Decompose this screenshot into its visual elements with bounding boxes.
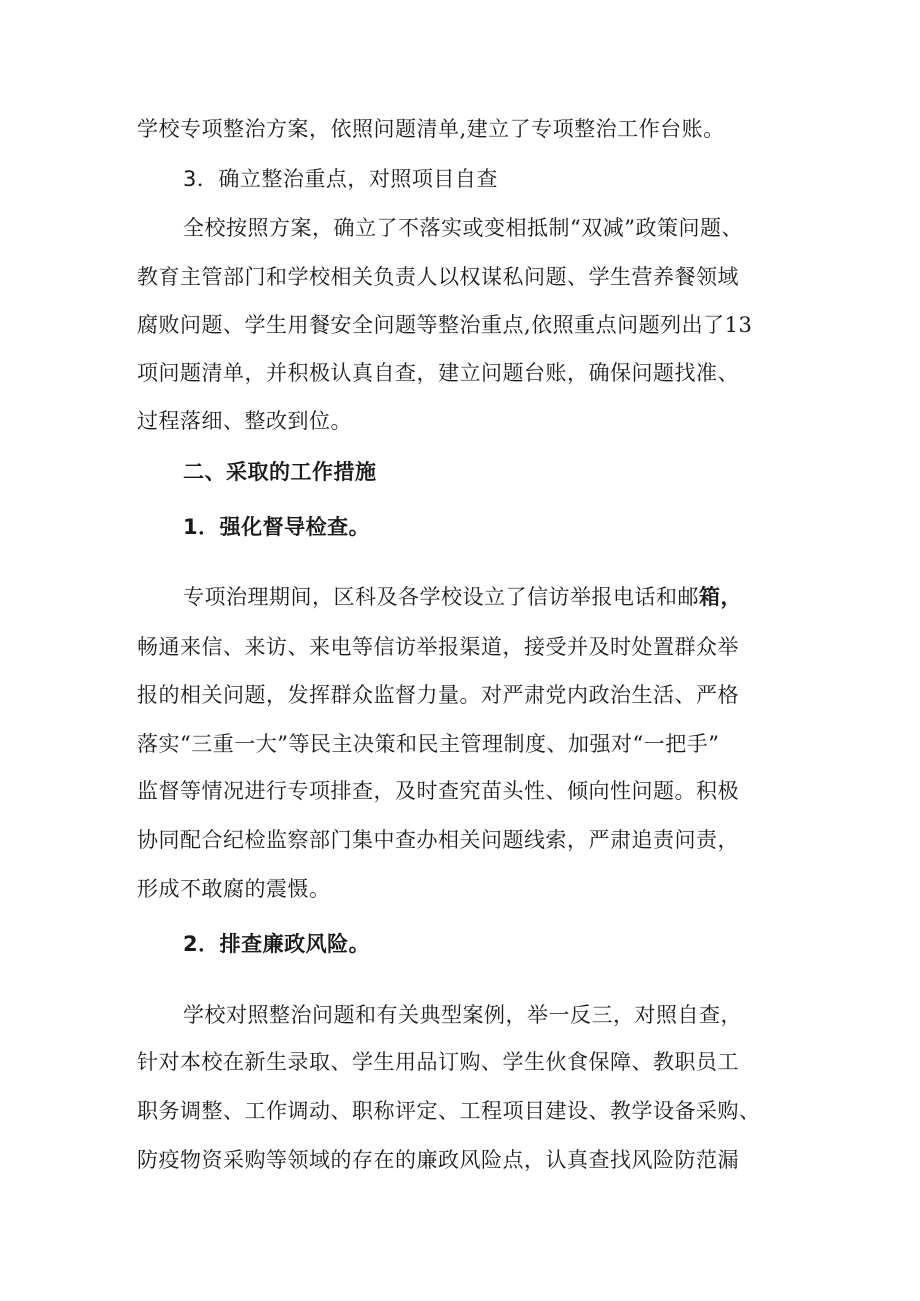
paragraph-line: 过程落细、整改到位。: [137, 409, 352, 433]
section-heading-2: 二、采取的工作措施: [183, 460, 377, 484]
paragraph-line: 学校对照整治问题和有关典型案例，举一反三，对照自查，: [183, 1003, 742, 1027]
paragraph-line: 职务调整、工作调动、职称评定、工程项目建设、教学设备采购、: [137, 1099, 761, 1123]
paragraph-line: 防疫物资采购等领域的存在的廉政风险点，认真查找风险防范漏: [137, 1148, 739, 1172]
paragraph-line: 畅通来信、来访、来电等信访举报渠道，接受并及时处置群众举: [137, 635, 739, 659]
paragraph-line: 项问题清单，并积极认真自查，建立问题台账，确保问题找准、: [137, 361, 739, 385]
paragraph-line: [183, 582, 742, 612]
paragraph-line: 监督等情况进行专项排查，及时查究苗头性、倾向性问题。积极: [137, 779, 739, 803]
paragraph-line: 全校按照方案，确立了不落实或变相抵制“双减”政策问题、: [183, 216, 743, 240]
paragraph-line: 报的相关问题，发挥群众监督力量。对严肃党内政治生活、严格: [137, 683, 739, 707]
paragraph-line: 针对本校在新生录取、学生用品订购、学生伙食保障、教职员工: [137, 1050, 739, 1074]
paragraph-line: 学校专项整治方案，依照问题清单,建立了专项整治工作台账。: [137, 117, 725, 141]
paragraph-line: 教育主管部门和学校相关负责人以权谋私问题、学生营养餐领域: [137, 265, 739, 289]
paragraph-text: 专项治理期间，区科及各学校设立了信访举报电话和邮: [183, 585, 699, 609]
subheading-2: 2．排查廉政风险。: [183, 932, 371, 956]
paragraph-line: 协同配合纪检监察部门集中查办相关问题线索，严肃追责问责，: [137, 828, 739, 852]
paragraph-line: 腐败问题、学生用餐安全问题等整治重点,依照重点问题列出了13: [137, 313, 753, 337]
paragraph-line: 落实“三重一大”等民主决策和民主管理制度、加强对“一把手”: [137, 732, 720, 756]
subheading-1: 1．强化督导检查。: [183, 515, 371, 539]
paragraph-line: 形成不敢腐的震慑。: [137, 877, 331, 901]
paragraph-text-bold: 箱，: [699, 584, 742, 609]
subheading-3: 3．确立整治重点，对照项目自查: [183, 167, 498, 191]
